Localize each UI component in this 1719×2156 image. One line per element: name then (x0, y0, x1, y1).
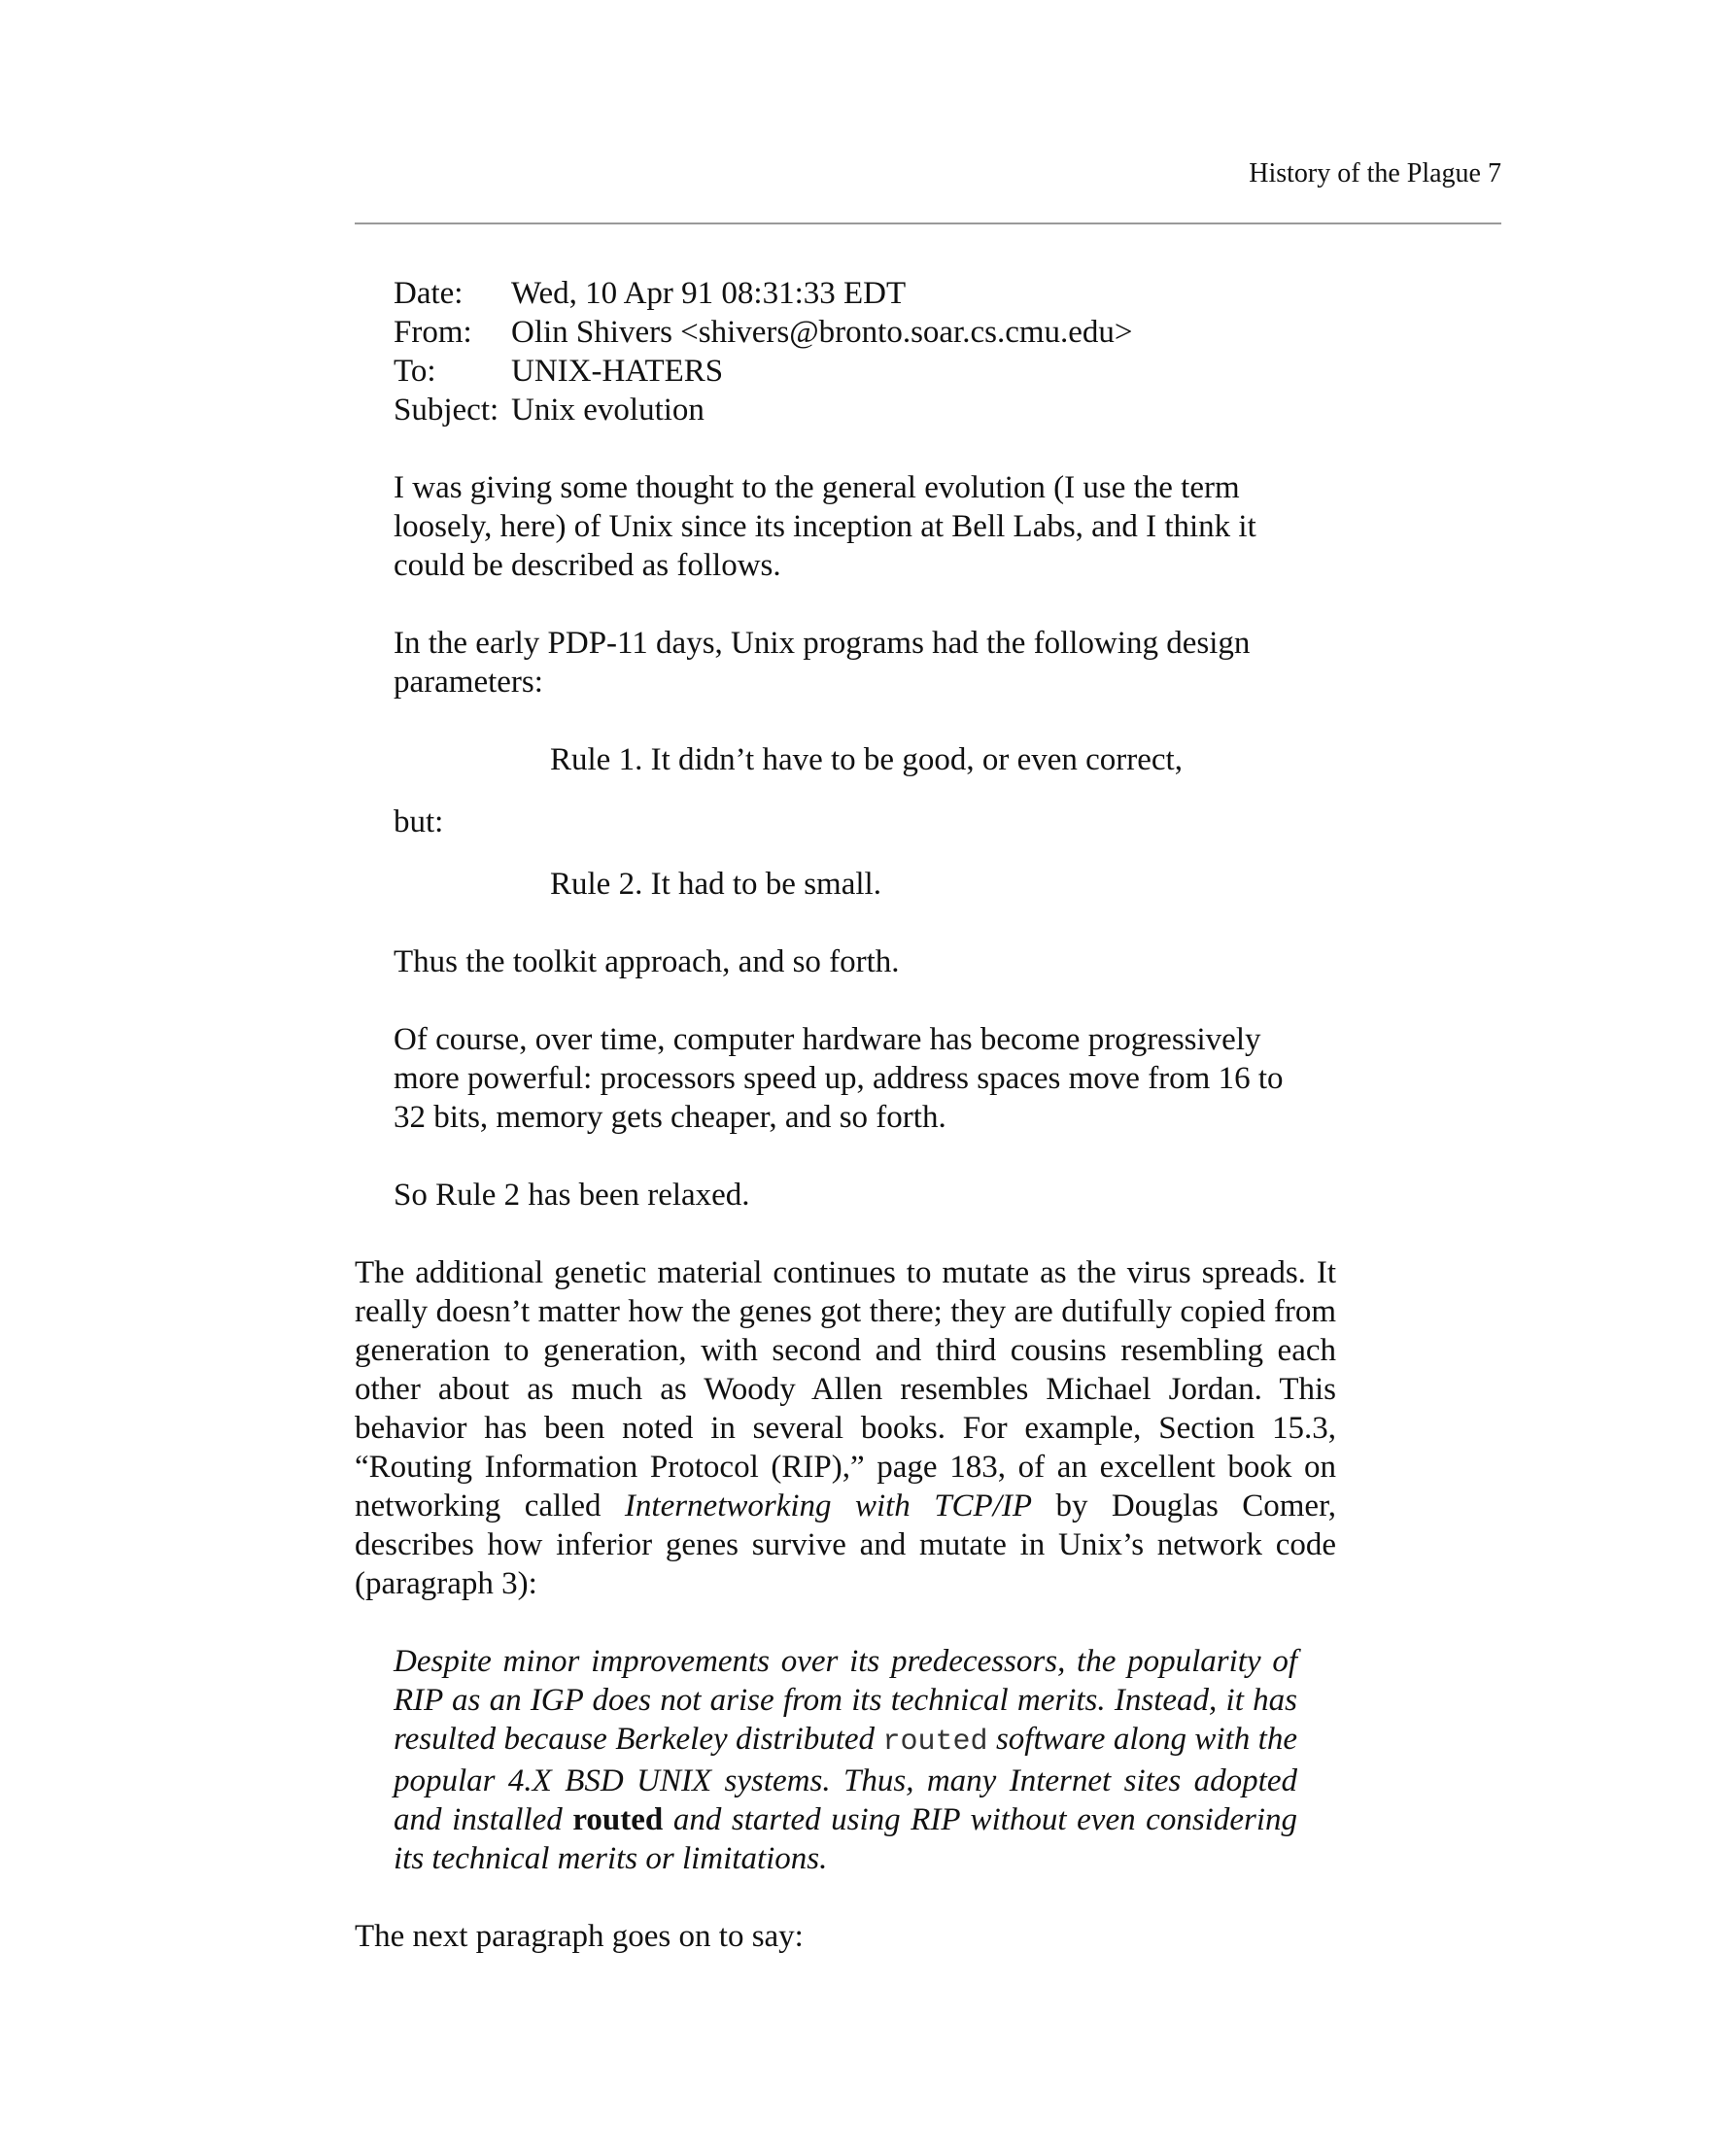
body-paragraph (355, 1253, 1336, 1603)
quote-text: and started using RIP without even considering its technical merits or limitations. (394, 1802, 1297, 1876)
rule-one: Rule 1. It didn’t have to be good, or even correct, (550, 742, 1183, 777)
but-line: but: (394, 804, 444, 839)
block-quote (394, 1642, 1297, 1878)
email-paragraph: So Rule 2 has been relaxed. (394, 1178, 750, 1213)
email-paragraph: Of course, over time, computer hardware has become progressively more powerful: processors speed up, address spaces move from 16 to 32 bits, memory gets cheaper, and so forth. (394, 1022, 1284, 1135)
email-header-key: To: (394, 354, 436, 389)
body-text: by Douglas Comer, describes how inferior genes survive and mutate in Unix’s network code (paragraph 3): (355, 1489, 1336, 1601)
header-rule (355, 222, 1501, 224)
bold-routed: routed (572, 1802, 664, 1837)
email-header-value: Wed, 10 Apr 91 08:31:33 EDT (511, 276, 907, 311)
closing-line: The next paragraph goes on to say: (355, 1919, 804, 1954)
email-paragraph: I was giving some thought to the general evolution (I use the term loosely, here) of Unix since its inception at Bell Labs, and I think it could be described as follows. (394, 470, 1256, 583)
email-header-value: Olin Shivers <shivers@bronto.soar.cs.cmu.edu> (511, 315, 1133, 350)
page-content (355, 274, 1336, 1956)
email-header-subject (394, 391, 1297, 429)
body-text: The additional genetic material continues to mutate as the virus spreads. It really doesn’t matter how the genes got there; they are dutifully copied from generation to generation, with second and third cousins resembling each other about as much as Woody Allen resembles Michael Jordan. This behavior has been noted in several books. For example, Section 15.3, “Routing Information Protocol (RIP),” page 183, of an excellent book on networking called (355, 1255, 1336, 1523)
book-title: Internetworking with TCP/IP (624, 1489, 1033, 1523)
rule-two: Rule 2. It had to be small. (550, 867, 881, 902)
email-paragraph: In the early PDP-11 days, Unix programs had the following design parameters: (394, 626, 1251, 700)
email-header-key: Date: (394, 276, 464, 311)
email-header-value: UNIX-HATERS (511, 354, 724, 389)
running-head: History of the Plague 7 (1249, 158, 1501, 188)
email-paragraph: Thus the toolkit approach, and so forth. (394, 944, 900, 979)
email-header-key: Subject: (394, 393, 499, 428)
code-routed: routed (882, 1726, 988, 1759)
email-header-key: From: (394, 315, 472, 350)
email-header-value: Unix evolution (511, 393, 705, 428)
email-header-date (394, 274, 1297, 313)
quote-text: software along with the popular 4.X BSD UNIX systems. Thus, many Internet sites adopted and installed (394, 1722, 1297, 1837)
email-header-to (394, 352, 1297, 391)
quote-text: Despite minor improvements over its predecessors, the popularity of RIP as an IGP does not arise from its technical merits. Instead, it has resulted because Berkeley distributed (394, 1644, 1297, 1757)
email-block (394, 274, 1297, 1215)
email-header-from (394, 313, 1297, 352)
